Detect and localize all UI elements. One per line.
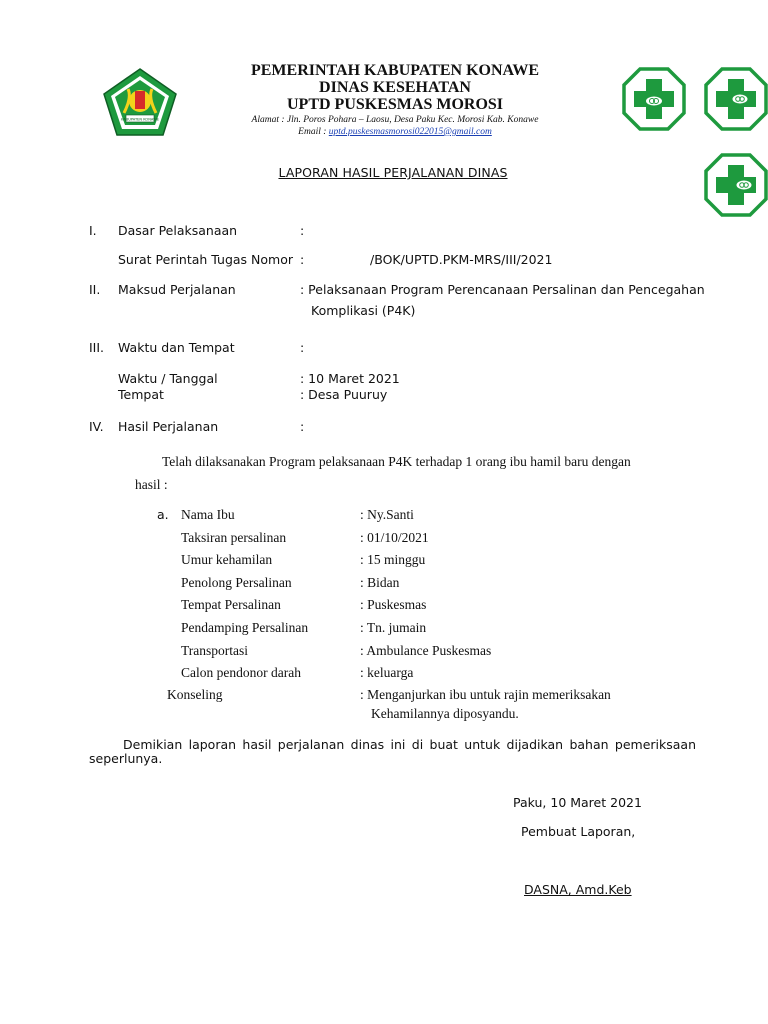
detail-value: : keluarga <box>360 665 414 680</box>
section-2-value-line-2: Komplikasi (P4K) <box>311 303 416 318</box>
spt-value: /BOK/UPTD.PKM-MRS/III/2021 <box>370 252 553 267</box>
waktu-value: : 10 Maret 2021 <box>300 371 400 386</box>
detail-label: Nama Ibu <box>181 507 235 522</box>
signature-place-date: Paku, 10 Maret 2021 <box>513 795 642 810</box>
detail-value: : 15 minggu <box>360 552 426 567</box>
section-2-label: Maksud Perjalanan <box>118 282 236 297</box>
section-1-label: Dasar Pelaksanaan <box>118 223 238 238</box>
konseling-value-line-2: Kehamilannya diposyandu. <box>371 706 519 721</box>
header-address: Alamat : Jln. Poros Pohara – Laosu, Desa Paku Kec. Morosi Kab. Konawe <box>251 115 539 125</box>
header-line-2: DINAS KESEHATAN <box>319 79 471 96</box>
detail-label: Tempat Persalinan <box>181 597 281 612</box>
detail-label: Penolong Persalinan <box>181 575 292 590</box>
email-link[interactable]: uptd.puskesmasmorosi022015@gmail.com <box>328 127 492 137</box>
section-4-label: Hasil Perjalanan <box>118 419 219 434</box>
detail-label: Taksiran persalinan <box>181 530 287 545</box>
section-3-number: III. <box>89 340 105 355</box>
detail-value: : Ny.Santi <box>360 507 414 522</box>
detail-label: Umur kehamilan <box>181 552 273 567</box>
tempat-label: Tempat <box>118 387 164 402</box>
tempat-value: : Desa Puuruy <box>300 387 388 402</box>
header-line-3: UPTD PUSKESMAS MOROSI <box>286 96 504 113</box>
email-label: Email : <box>298 127 329 137</box>
detail-value: : Puskesmas <box>360 597 427 612</box>
detail-value: : Tn. jumain <box>360 620 427 635</box>
detail-value: : 01/10/2021 <box>360 530 429 545</box>
puskesmas-logo-1 <box>622 67 686 131</box>
header-email-row <box>180 127 610 137</box>
konawe-logo <box>102 67 178 137</box>
detail-label: Calon pendonor darah <box>181 665 301 680</box>
intro-line-2: hasil : <box>135 477 168 492</box>
detail-value: : Bidan <box>360 575 400 590</box>
section-1-colon: : <box>300 223 305 238</box>
puskesmas-logo-2 <box>704 67 768 131</box>
document-title: LAPORAN HASIL PERJALANAN DINAS <box>278 165 508 180</box>
section-2-value-line-1: : Pelaksanaan Program Perencanaan Persalinan dan Pencegahan <box>300 282 705 297</box>
section-3-colon: : <box>300 340 305 355</box>
section-3-label: Waktu dan Tempat <box>118 340 235 355</box>
konseling-label: Konseling <box>167 687 223 702</box>
intro-line-1: Telah dilaksanakan Program pelaksanaan P4K terhadap 1 orang ibu hamil baru dengan <box>162 454 631 469</box>
section-1-number: I. <box>89 223 97 238</box>
header-line-1: PEMERINTAH KABUPATEN KONAWE <box>250 62 539 79</box>
list-marker: a. <box>157 507 169 522</box>
konseling-value-line-1: : Menganjurkan ibu untuk rajin memeriksakan <box>360 687 611 702</box>
logo-text: KABUPATEN KONAWE <box>120 117 160 122</box>
waktu-label: Waktu / Tanggal <box>118 371 218 386</box>
spt-colon: : <box>300 252 305 267</box>
signature-name: DASNA, Amd.Keb <box>524 882 632 897</box>
section-4-colon: : <box>300 419 305 434</box>
puskesmas-logo-3 <box>704 153 768 217</box>
spt-label: Surat Perintah Tugas Nomor <box>118 252 294 267</box>
signature-role: Pembuat Laporan, <box>521 824 636 839</box>
closing-line-2: seperlunya. <box>89 751 163 766</box>
closing-line-1: Demikian laporan hasil perjalanan dinas ini di buat untuk dijadikan bahan pemeriksaan <box>123 737 696 752</box>
detail-value: : Ambulance Puskesmas <box>360 643 492 658</box>
detail-label: Transportasi <box>181 643 249 658</box>
section-4-number: IV. <box>89 419 104 434</box>
detail-label: Pendamping Persalinan <box>181 620 309 635</box>
section-2-number: II. <box>89 282 101 297</box>
